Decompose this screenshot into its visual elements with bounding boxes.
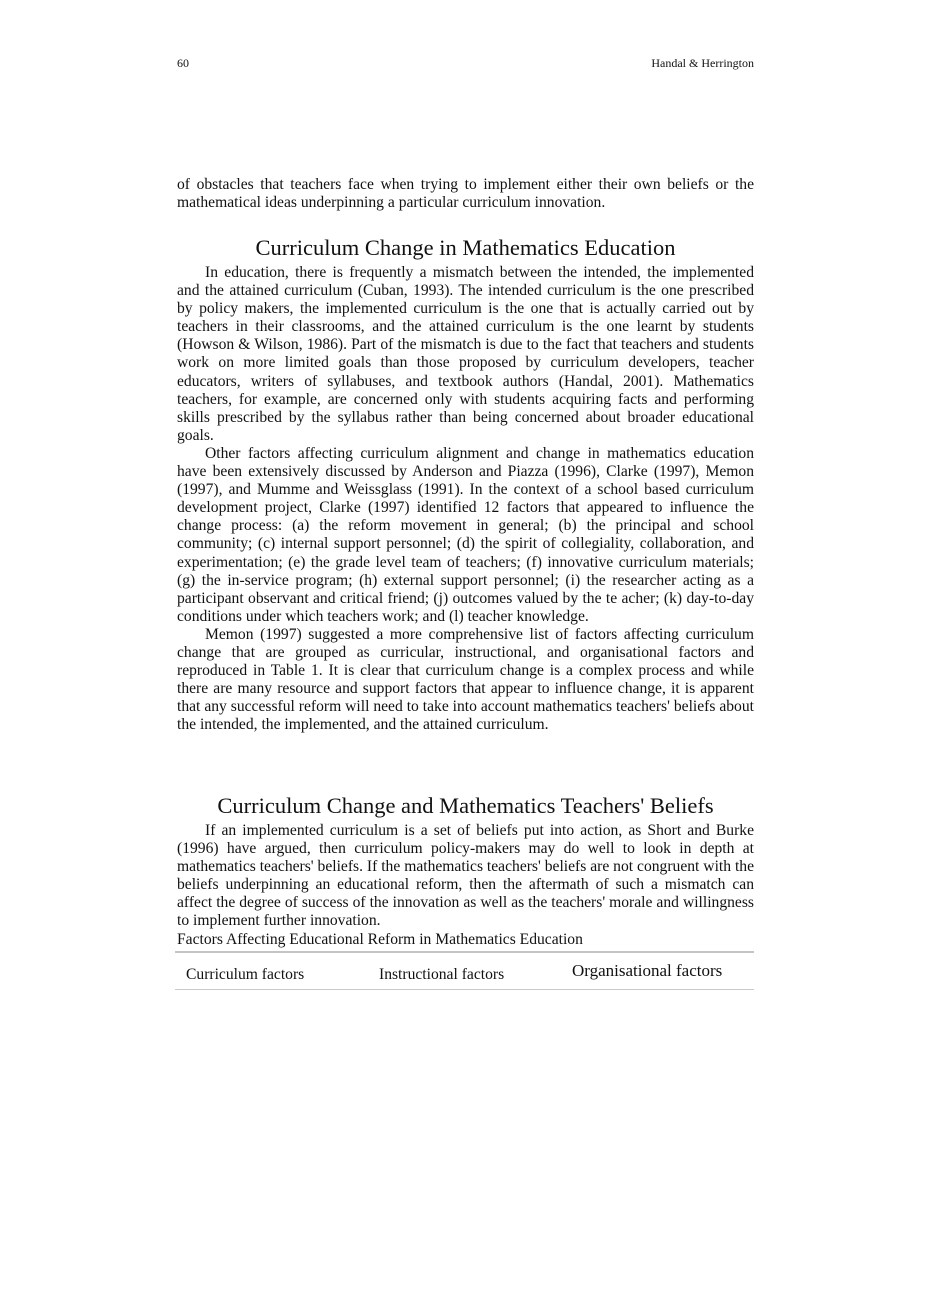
section-1-paragraph-3: Memon (1997) suggested a more comprehensive list of factors affecting curriculum change that are grouped as curricular, instructional, and organisational factors and reproduced in Table 1. It is clear that curriculum change is a complex process and while there are many resource and support factors that appear to influence change, it is apparent that any successful reform will need to take into account mathematics teachers' beliefs about the intended, the implemented, and the attained curriculum. — [177, 625, 754, 734]
page-number: 60 — [177, 56, 189, 70]
section-1-body — [177, 264, 754, 734]
table-top-rule — [175, 951, 754, 953]
section-1-paragraph-1: In education, there is frequently a mismatch between the intended, the implemented and the attained curriculum (Cuban, 1993). The intended curriculum is the one prescribed by policy makers, the implemented curriculum is the one that is actually carried out by teachers in their classrooms, and the attained curriculum is the one learnt by students (Howson & Wilson, 1986). Part of the mismatch is due to the fact that teachers and students work on more limited goals than those proposed by curriculum developers, teacher educators, writers of syllabuses, and textbook authors (Handal, 2001). Mathematics teachers, for example, are concerned only with students acquiring facts and performing skills prescribed by the syllabus rather than being concerned about broader educational goals. — [177, 264, 754, 444]
table-column-instructional-factors: Instructional factors — [379, 966, 505, 983]
section-2-body — [177, 822, 754, 931]
table-header-rule — [175, 989, 754, 990]
section-2-paragraph-1: If an implemented curriculum is a set of beliefs put into action, as Short and Burke (1996) have argued, then curriculum policy-makers may do well to look in depth at mathematics teachers' beliefs. If the mathematics teachers' beliefs are not congruent with the beliefs underpinning an educational reform, then the aftermath of such a mismatch can affect the degree of success of the innovation as well as the teachers' morale and willingness to implement further innovation. — [177, 822, 754, 930]
table-column-organisational-factors: Organisational factors — [572, 961, 723, 980]
table-column-curriculum-factors: Curriculum factors — [186, 966, 305, 983]
intro-paragraph: of obstacles that teachers face when trying to implement either their own beliefs or the mathematical ideas underpinning a particular curriculum innovation. — [177, 176, 754, 212]
table-header-row — [175, 951, 754, 990]
running-head-authors: Handal & Herrington — [651, 56, 754, 70]
intro-paragraph-block — [177, 176, 754, 212]
section-1-paragraph-2: Other factors affecting curriculum alignment and change in mathematics education have been extensively discussed by Anderson and Piazza (1996), Clarke (1997), Memon (1997), and Mumme and Weissglass (1991). In the context of a school based curriculum development project, Clarke (1997) identified 12 factors that appeared to influence the change process: (a) the reform movement in general; (b) the principal and school community; (c) internal support personnel; (d) the spirit of collegiality, collaboration, and experimentation; (e) the grade level team of teachers; (f) innovative curriculum materials; (g) the in-service program; (h) external support personnel; (i) the researcher acting as a participant observant and critical friend; (j) outcomes valued by the te acher; (k) day-to-day conditions under which teachers work; and (l) teacher knowledge. — [177, 444, 754, 625]
table-caption: Factors Affecting Educational Reform in Mathematics Education — [177, 931, 583, 948]
section-heading-teachers-beliefs: Curriculum Change and Mathematics Teachers' Beliefs — [217, 793, 714, 818]
section-heading-curriculum-change: Curriculum Change in Mathematics Education — [255, 235, 676, 260]
